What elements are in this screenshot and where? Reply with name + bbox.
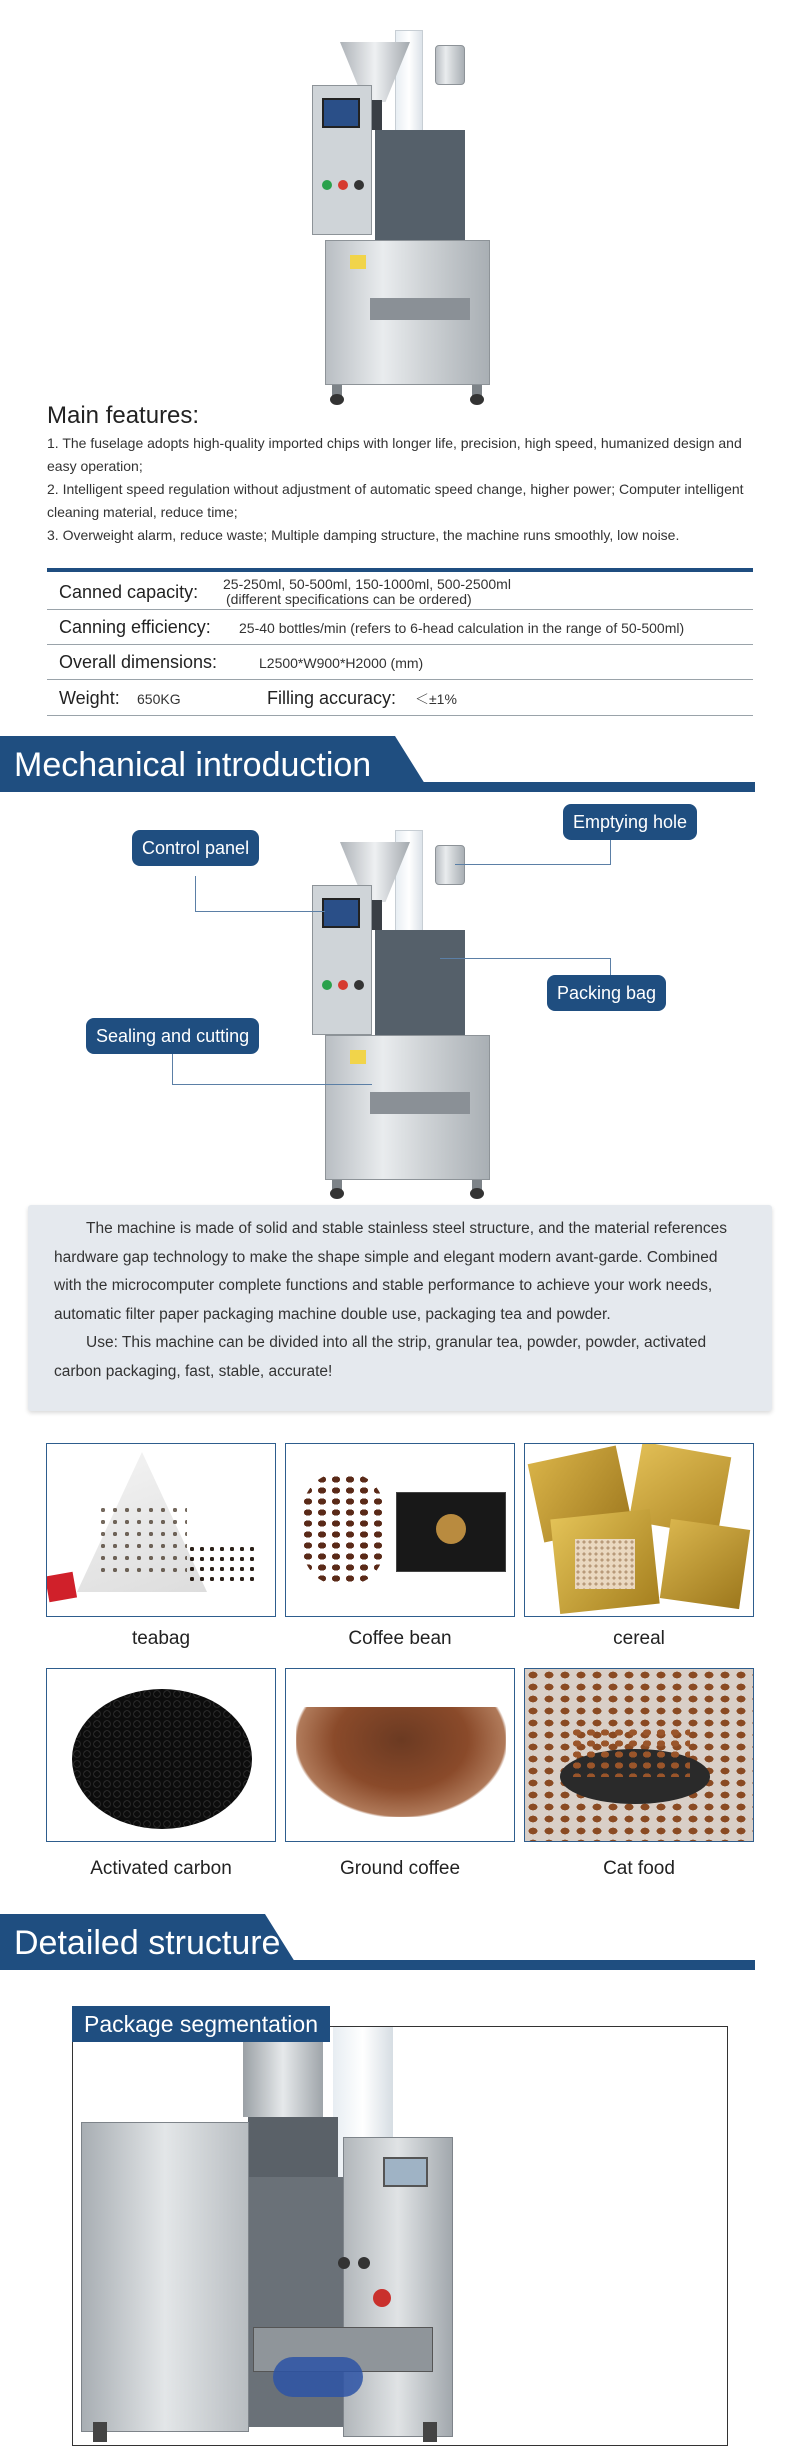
product-image-coffee-bean <box>285 1443 515 1617</box>
package-segmentation-label: Package segmentation <box>72 2006 330 2042</box>
description-paragraph: Use: This machine can be divided into all the strip, granular tea, powder, powder, activated carbon packaging, fast, stable, accurate! <box>54 1334 707 1380</box>
feature-item: 1. The fuselage adopts high-quality imported chips with longer life, precision, high speed, humanized design and easy operation; <box>47 435 742 474</box>
callout-sealing-cutting: Sealing and cutting <box>86 1018 259 1054</box>
hero-machine-image <box>300 30 500 405</box>
product-label-teabag: teabag <box>131 1628 191 1649</box>
callout-control-panel: Control panel <box>132 830 259 866</box>
filling-accuracy-label: Filling accuracy: <box>267 688 397 708</box>
feature-item: 2. Intelligent speed regulation without adjustment of automatic speed change, higher power; Computer intelligent cleaning material, reduce time; <box>47 481 744 520</box>
weight-value: 650KG <box>137 691 181 707</box>
mechanical-intro-title: Mechanical introduction <box>14 746 372 784</box>
canning-efficiency-label: Canning efficiency: <box>59 617 211 637</box>
product-label-coffee-bean: Coffee bean <box>348 1628 452 1649</box>
machine-description <box>28 1205 772 1411</box>
weight-label: Weight: <box>59 688 120 708</box>
feature-item: 3. Overweight alarm, reduce waste; Multiple damping structure, the machine runs smoothly, low noise. <box>47 527 680 543</box>
callout-packing-bag: Packing bag <box>547 975 666 1011</box>
product-label-activated-carbon: Activated carbon <box>90 1858 232 1879</box>
canned-capacity-label: Canned capacity: <box>59 582 199 602</box>
detailed-structure-title: Detailed structure <box>14 1924 281 1962</box>
product-image-teabag <box>46 1443 276 1617</box>
overall-dimensions-value: L2500*W900*H2000 (mm) <box>259 655 424 671</box>
spec-row-weight-accuracy <box>47 680 753 716</box>
product-image-ground-coffee <box>285 1668 515 1842</box>
spec-row-overall-dimensions <box>47 645 753 680</box>
filling-accuracy-value: ＜±1% <box>415 691 457 707</box>
product-label-cat-food: Cat food <box>603 1858 675 1879</box>
product-image-activated-carbon <box>46 1668 276 1842</box>
main-features-title: Main features: <box>47 402 200 429</box>
annotated-machine-image <box>300 830 500 1200</box>
spec-row-canned-capacity <box>47 572 753 610</box>
callout-emptying-hole: Emptying hole <box>563 804 697 840</box>
product-image-cereal <box>524 1443 754 1617</box>
main-features-list <box>47 432 757 547</box>
overall-dimensions-label: Overall dimensions: <box>59 652 218 672</box>
detailed-structure-banner <box>0 1914 755 1970</box>
mechanical-intro-banner <box>0 736 755 792</box>
package-segmentation-image <box>72 2026 728 2446</box>
description-paragraph: The machine is made of solid and stable stainless steel structure, and the material references hardware gap technology to make the shape simple and elegant modern avant-garde. Combined with the microcomputer complete functions and stable performance to achieve your work needs, automatic filter paper packaging machine double use, packaging tea and powder. <box>54 1220 727 1323</box>
spec-row-canning-efficiency <box>47 610 753 645</box>
canned-capacity-value: 25-250ml, 50-500ml, 150-1000ml, 500-2500ml <box>223 576 511 592</box>
product-label-ground-coffee: Ground coffee <box>339 1858 461 1879</box>
product-label-cereal: cereal <box>613 1628 665 1649</box>
canning-efficiency-value: 25-40 bottles/min (refers to 6-head calculation in the range of 50-500ml) <box>239 620 685 636</box>
product-image-cat-food <box>524 1668 754 1842</box>
canned-capacity-note: (different specifications can be ordered) <box>226 591 472 607</box>
